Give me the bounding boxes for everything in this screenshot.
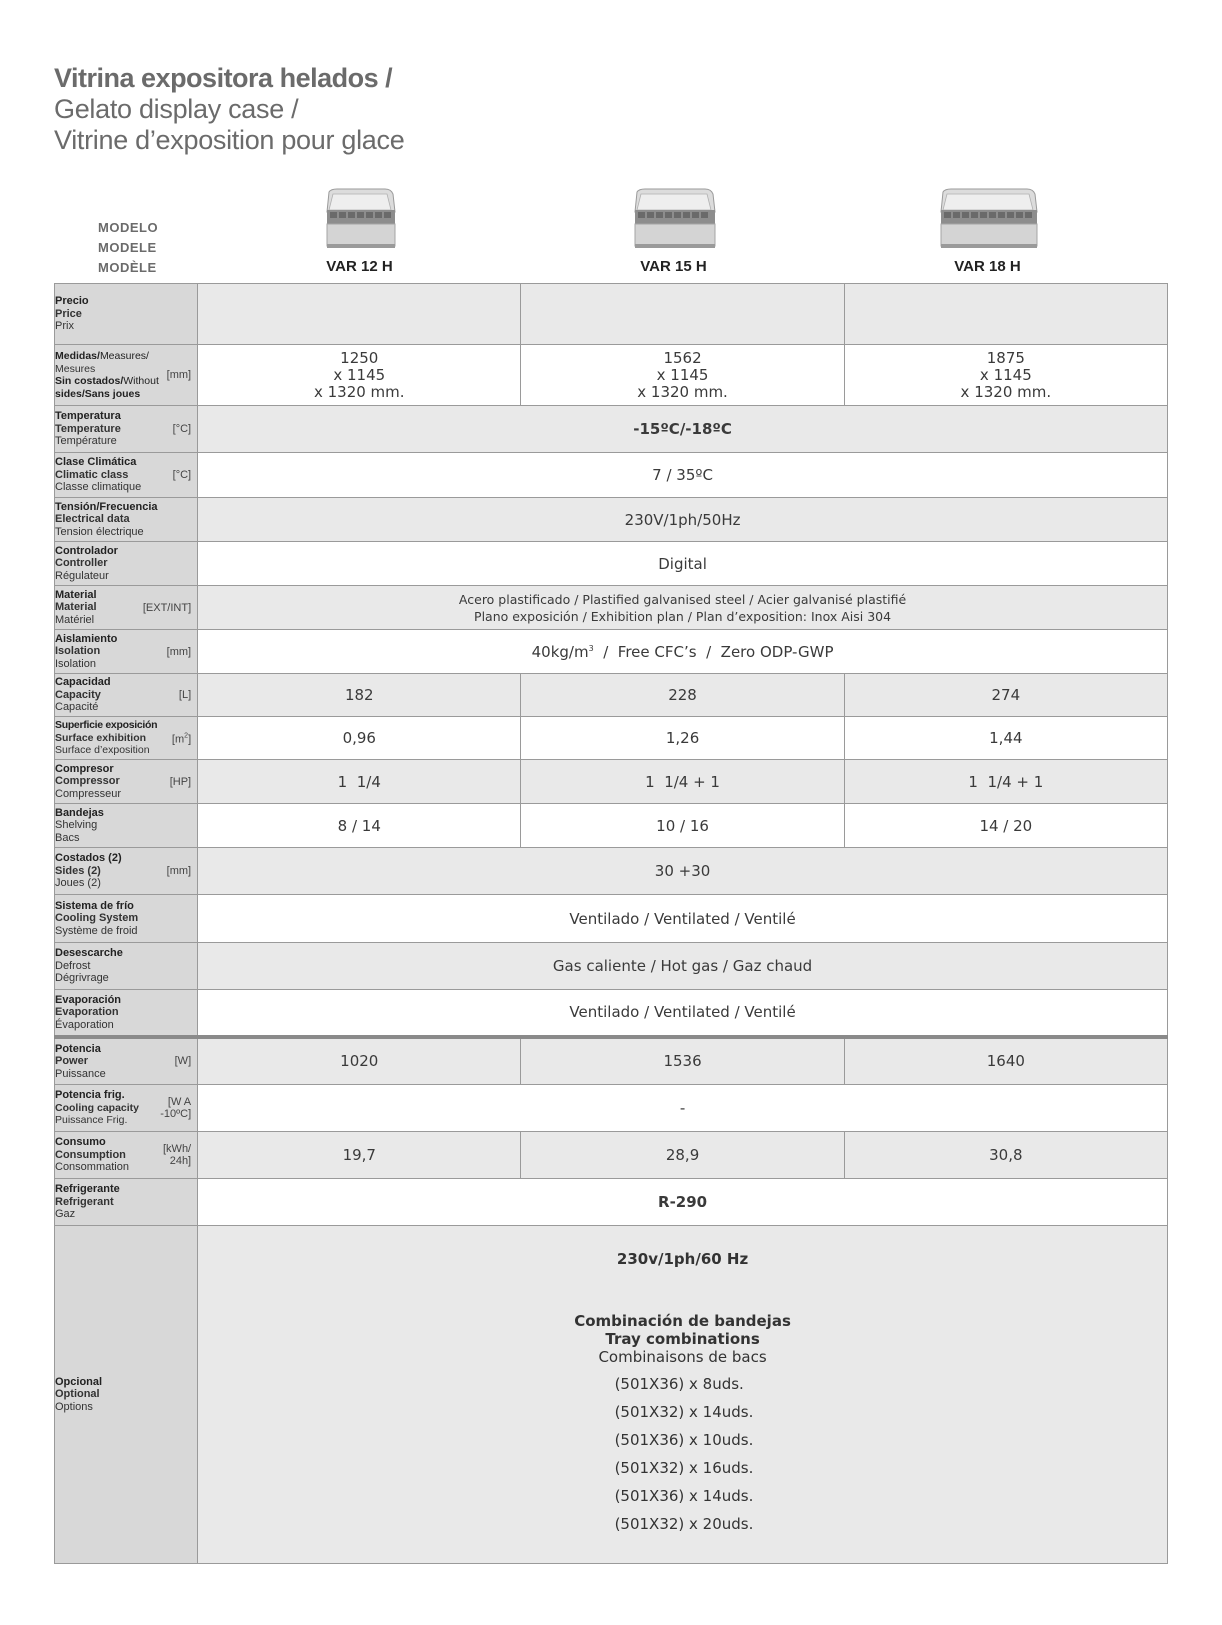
row-aislamiento	[55, 630, 1168, 674]
label-opcional: Opcional Optional Options	[55, 1226, 198, 1564]
price-cell	[198, 284, 521, 345]
label-sistema: Sistema de frío Cooling System Système de froid	[55, 895, 198, 943]
sides-value: 30 +30	[198, 848, 1168, 895]
cooling-system-value: Ventilado / Ventilated / Ventilé	[198, 895, 1168, 943]
label-refrigerante: Refrigerante Refrigerant Gaz	[55, 1179, 198, 1226]
electrical-value: 230V/1ph/50Hz	[198, 498, 1168, 542]
list-item: (501X36) x 14uds.	[614, 1487, 754, 1505]
compressor-cell: 1 1/4	[198, 760, 521, 804]
shelving-cell: 14 / 20	[844, 804, 1167, 848]
label-clase: Clase Climática Climatic class Classe climatique [°C]	[55, 453, 198, 498]
list-item: (501X32) x 20uds.	[614, 1515, 754, 1533]
label-potencia: Potencia Power Puissance [W]	[55, 1037, 198, 1085]
title-fr: Vitrine d’exposition pour glace	[54, 125, 405, 155]
product-var18	[826, 188, 1149, 275]
compressor-cell: 1 1/4 + 1	[844, 760, 1167, 804]
page-title-block	[54, 62, 404, 156]
surface-cell: 1,26	[521, 717, 844, 760]
label-bandejas: Bandejas Shelving Bacs	[55, 804, 198, 848]
row-precio	[55, 284, 1168, 345]
title-es: Vitrina expositora helados /	[54, 63, 393, 93]
consumption-cell: 28,9	[521, 1132, 844, 1179]
model-name: VAR 12 H	[326, 258, 393, 275]
consumption-cell: 30,8	[844, 1132, 1167, 1179]
row-potencia-frig	[55, 1085, 1168, 1132]
label-tension: Tensión/Frecuencia Electrical data Tension électrique	[55, 498, 198, 542]
row-capacidad	[55, 674, 1168, 717]
label-medidas: Medidas/Measures/ Mesures Sin costados/Without sides/Sans joues [mm]	[55, 345, 198, 406]
row-material	[55, 586, 1168, 630]
cooling-capacity-value: -	[198, 1085, 1168, 1132]
row-controlador	[55, 542, 1168, 586]
label-compresor: Compresor Compressor Compresseur [HP]	[55, 760, 198, 804]
row-compresor	[55, 760, 1168, 804]
row-superficie	[55, 717, 1168, 760]
refrigerant-value: R-290	[198, 1179, 1168, 1226]
capacity-cell: 274	[844, 674, 1167, 717]
list-item: (501X36) x 10uds.	[614, 1431, 754, 1449]
row-consumo	[55, 1132, 1168, 1179]
product-var15	[512, 188, 835, 275]
model-name: VAR 18 H	[954, 258, 1021, 275]
power-cell: 1020	[198, 1037, 521, 1085]
model-header-fr: MODELE	[98, 240, 157, 255]
label-potencia-frig: Potencia frig. Cooling capacity Puissance Frig. [W A -10ºC]	[55, 1085, 198, 1132]
label-controlador: Controlador Controller Régulateur	[55, 542, 198, 586]
product-var12	[198, 188, 521, 275]
isolation-value: $40kg/m^3$ / Free CFC’s / Zero ODP-GWP	[198, 630, 1168, 674]
display-case-icon	[937, 188, 1039, 250]
row-opcional	[55, 1226, 1168, 1564]
label-evaporacion: Evaporación Evaporation Évaporation	[55, 990, 198, 1037]
temperature-value: -15ºC/-18ºC	[198, 406, 1168, 453]
power-cell: 1536	[521, 1037, 844, 1085]
measures-cell: 1875 x 1145 x 1320 mm.	[844, 345, 1167, 406]
display-case-icon	[631, 188, 717, 250]
defrost-value: Gas caliente / Hot gas / Gaz chaud	[198, 943, 1168, 990]
power-cell: 1640	[844, 1037, 1167, 1085]
row-costados	[55, 848, 1168, 895]
row-evaporacion	[55, 990, 1168, 1037]
model-name: VAR 15 H	[640, 258, 707, 275]
price-cell	[521, 284, 844, 345]
options-cell	[198, 1226, 1168, 1564]
model-header-fr-accent: MODÈLE	[98, 260, 157, 275]
row-tension	[55, 498, 1168, 542]
row-clase	[55, 453, 1168, 498]
label-aislamiento: Aislamiento Isolation Isolation [mm]	[55, 630, 198, 674]
evaporation-value: Ventilado / Ventilated / Ventilé	[198, 990, 1168, 1037]
model-header	[98, 218, 158, 278]
measures-cell: 1562 x 1145 x 1320 mm.	[521, 345, 844, 406]
list-item: (501X32) x 16uds.	[614, 1459, 754, 1477]
list-item: (501X36) x 8uds.	[614, 1375, 744, 1393]
controller-value: Digital	[198, 542, 1168, 586]
tray-combination-list	[611, 1370, 755, 1538]
list-item: (501X32) x 14uds.	[614, 1403, 754, 1421]
consumption-cell: 19,7	[198, 1132, 521, 1179]
climatic-class-value: 7 / 35ºC	[198, 453, 1168, 498]
shelving-cell: 8 / 14	[198, 804, 521, 848]
label-precio: Precio Price Prix	[55, 284, 198, 345]
capacity-cell: 228	[521, 674, 844, 717]
row-desescarche	[55, 943, 1168, 990]
row-temperatura	[55, 406, 1168, 453]
capacity-cell: 182	[198, 674, 521, 717]
label-superficie: Superficie exposición Surface exhibition Surface d’exposition $[m^2]$	[55, 717, 198, 760]
row-bandejas	[55, 804, 1168, 848]
row-sistema	[55, 895, 1168, 943]
label-temperatura: Temperatura Temperature Température [°C]	[55, 406, 198, 453]
label-material: Material Material Matériel [EXT/INT]	[55, 586, 198, 630]
compressor-cell: 1 1/4 + 1	[521, 760, 844, 804]
label-capacidad: Capacidad Capacity Capacité [L]	[55, 674, 198, 717]
measures-cell: 1250 x 1145 x 1320 mm.	[198, 345, 521, 406]
price-cell	[844, 284, 1167, 345]
tray-combinations-heading: Combinación de bandejas Tray combinations Combinaisons de bacs	[574, 1312, 791, 1366]
shelving-cell: 10 / 16	[521, 804, 844, 848]
model-header-es: MODELO	[98, 220, 159, 235]
label-desescarche: Desescarche Defrost Dégrivrage	[55, 943, 198, 990]
surface-cell: 1,44	[844, 717, 1167, 760]
material-value: Acero plastificado / Plastified galvanised steel / Acier galvanisé plastifié Plano exposición / Exhibition plan / Plan d’exposition: Inox Aisi 304	[198, 586, 1168, 630]
option-voltage: 230v/1ph/60 Hz	[616, 1250, 749, 1268]
surface-cell: 0,96	[198, 717, 521, 760]
label-consumo: Consumo Consumption Consommation [kWh/ 24h]	[55, 1132, 198, 1179]
row-potencia	[55, 1037, 1168, 1085]
row-medidas	[55, 345, 1168, 406]
title-en: Gelato display case /	[54, 94, 299, 124]
row-refrigerante	[55, 1179, 1168, 1226]
display-case-icon	[323, 188, 397, 250]
label-costados: Costados (2) Sides (2) Joues (2) [mm]	[55, 848, 198, 895]
spec-table	[54, 283, 1168, 1564]
